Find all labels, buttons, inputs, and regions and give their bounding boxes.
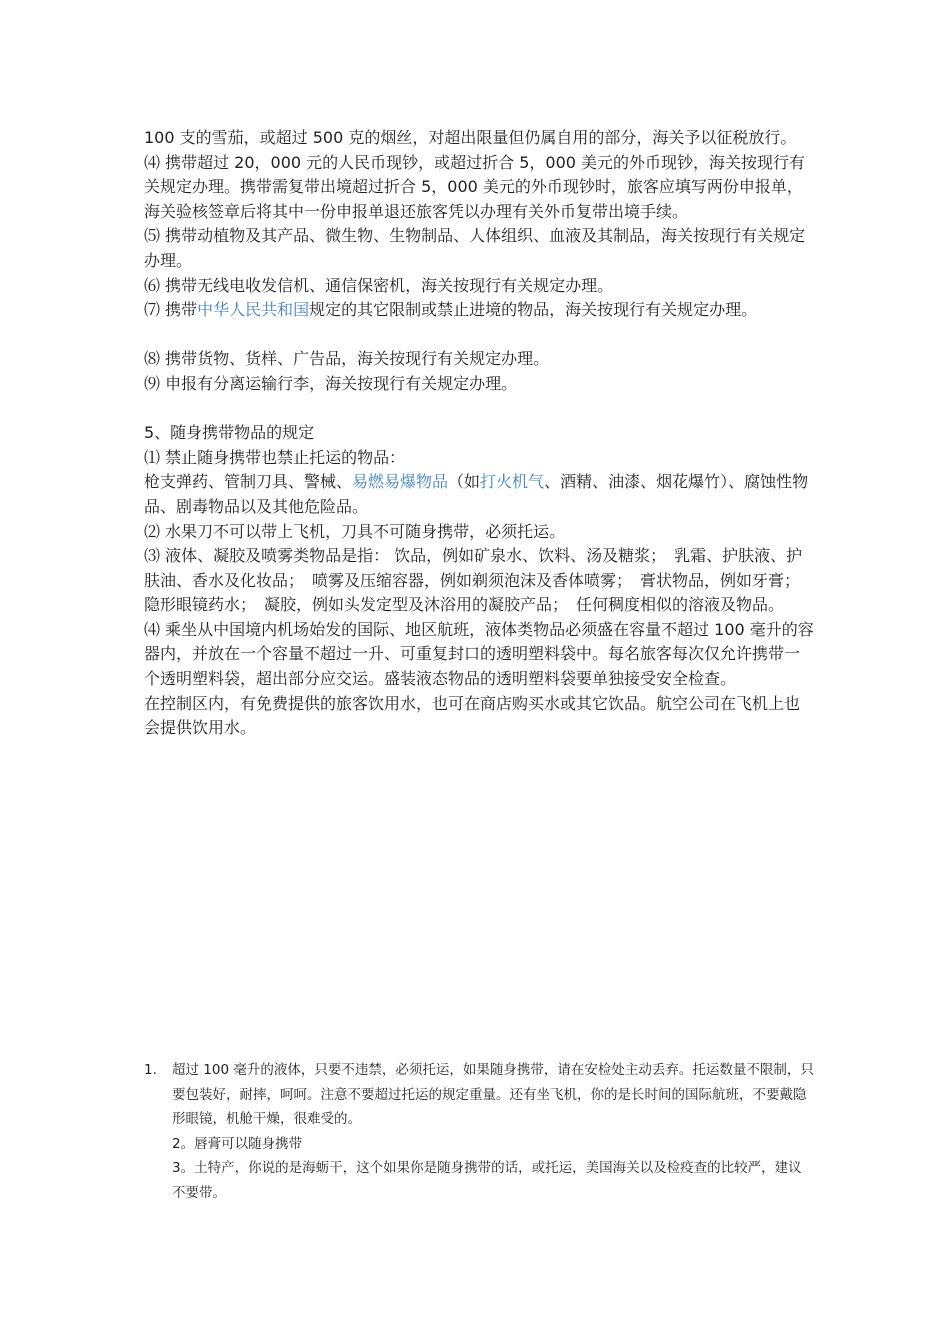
text-segment: 枪支弹药、管制刀具、警械、 <box>144 472 353 492</box>
paragraph-cash-declaration: ⑷ 携带超过 20，000 元的人民币现钞，或超过折合 5，000 美元的外币现钞，海关按现行有关规定办理。携带需复带出境超过折合 5，000 美元的外币现钞时，旅客应填写两份申报单，海关验核签章后将其中一份申报单退还旅客凭以办理有关外币复带出境手续。 <box>144 152 806 221</box>
text-segment: 、酒精、油漆、烟花爆竹）、腐蚀性物品、剧毒物品以及其他危险品。 <box>144 472 809 516</box>
section-heading-carry-on: 5、随身携带物品的规定 <box>144 423 315 443</box>
paragraph-separate-baggage: ⑼ 申报有分离运输行李，海关按现行有关规定办理。 <box>144 373 518 393</box>
paragraph-forbidden-intro: ⑴ 禁止随身携带也禁止托运的物品： <box>144 447 406 467</box>
paragraph-prohibited-items <box>144 298 814 323</box>
paragraph-animals-plants: ⑸ 携带动植物及其产品、微生物、生物制品、人体组织、血液及其制品，海关按现行有关规定办理。 <box>144 226 806 270</box>
paragraph-liquids-definition: ⑶ 液体、凝胶及喷雾类物品是指： 饮品，例如矿泉水、饮料、汤及糖浆； 乳霜、护肤液、护肤油、香水及化妆品； 喷雾及压缩容器，例如剃须泡沫及香体喷雾； 膏状物品，例如牙膏； 隐形眼镜药水； 凝胶，例如头发定型及沐浴用的凝胶产品； 任何稠度相似的溶液及物品。 <box>144 546 809 615</box>
paragraph-fruit-knife: ⑵ 水果刀不可以带上飞机，刀具不可随身携带，必须托运。 <box>144 521 566 541</box>
footnote-number: 1. <box>144 1062 157 1078</box>
spacer <box>144 323 814 348</box>
footnote-lipstick: 2。唇膏可以随身携带 <box>172 1135 303 1152</box>
paragraph-liquids-rule: ⑷ 乘坐从中国境内机场始发的国际、地区航班，液体类物品必须盛在容量不超过 100 毫升的容器内，并放在一个容量不超过一升、可重复封口的透明塑料袋中。每名旅客每次仅允许携带一个透明塑料袋，超出部分应交运。盛装液态物品的透明塑料袋要单独接受安全检查。 <box>144 619 814 689</box>
paragraph-drinking-water: 在控制区内，有免费提供的旅客饮用水，也可在商店购买水或其它饮品。航空公司在飞机上也会提供饮用水。 <box>144 693 801 738</box>
text-segment: ⑺ 携带 <box>144 300 198 320</box>
text-segment: 规定的其它限制或禁止进境的物品，海关按现行有关规定办理。 <box>309 300 758 320</box>
footnote-text: 超过 100 毫升的液体，只要不违禁，必须托运，如果随身携带，请在安检处主动丢弃。托运数量不限制，只要包装好，耐摔，呵呵。注意不要超过托运的规定重量。还有坐飞机，你的是长时间的国际航班，不要戴隐形眼镜，机舱干燥，很难受的。 <box>172 1062 814 1127</box>
paragraph-goods-samples: ⑻ 携带货物、货样、广告品，海关按现行有关规定办理。 <box>144 349 550 369</box>
footnote-item <box>144 1058 814 1132</box>
footnote-local-products: 3。土特产，你说的是海蛎干，这个如果你是随身携带的话，或托运，美国海关以及检疫查的比较严，建议不要带。 <box>172 1160 802 1201</box>
main-text <box>144 126 814 741</box>
link-lighter-gas[interactable]: 打火机气 <box>480 472 545 492</box>
footnote <box>144 1058 814 1205</box>
paragraph-dangerous-goods <box>144 470 814 519</box>
paragraph-cigar-limit: 100 支的雪茄，或超过 500 克的烟丝，对超出限量但仍属自用的部分，海关予以征税放行。 <box>144 128 797 147</box>
paragraph-radio-devices: ⑹ 携带无线电收发信机、通信保密机，海关按现行有关规定办理。 <box>144 275 614 295</box>
link-prc[interactable]: 中华人民共和国 <box>197 300 310 320</box>
link-flammable-explosive[interactable]: 易燃易爆物品 <box>352 472 449 492</box>
spacer <box>144 397 814 422</box>
text-segment: （如 <box>448 472 481 492</box>
